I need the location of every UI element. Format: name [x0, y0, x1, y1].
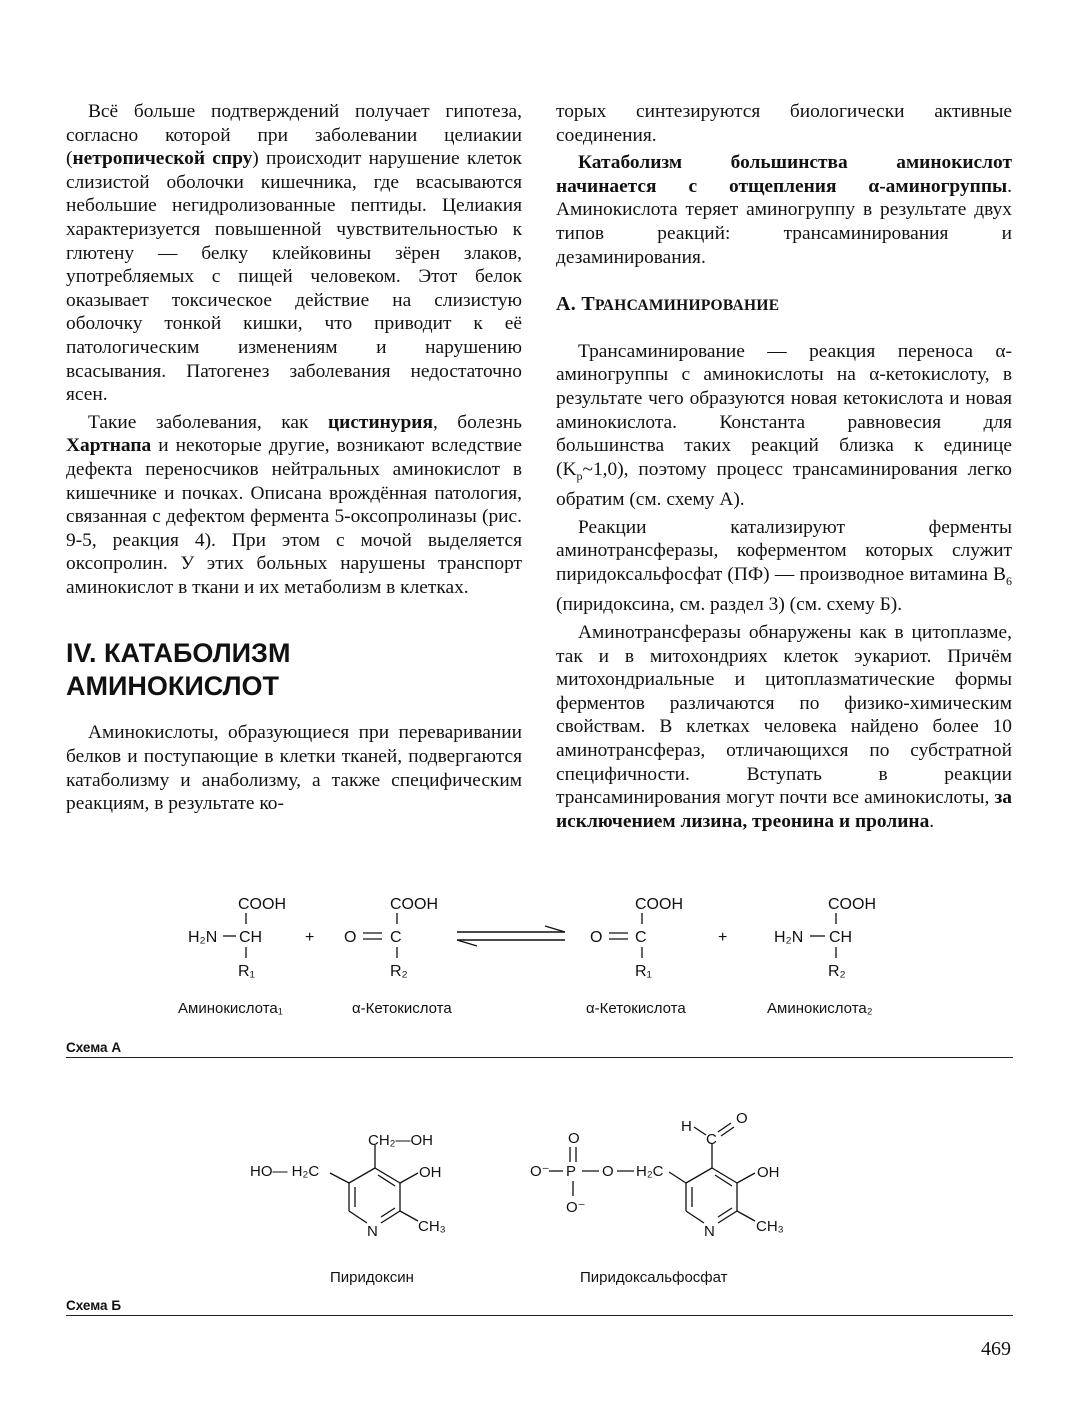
svg-text:H: H	[681, 1118, 692, 1135]
svg-text:OH: OH	[757, 1164, 780, 1181]
svg-text:C: C	[390, 929, 402, 946]
svg-text:P: P	[566, 1163, 577, 1180]
keto-acid-2-structure	[590, 896, 683, 980]
amino-acid-2-structure	[774, 896, 876, 980]
svg-text:CH₃: CH₃	[418, 1218, 446, 1235]
paragraph-localization: Аминотрансферазы обнаружены как в цитоплазме, так и в митохондриях клеток эукариот. Причём митохондриальные и цитоплазматические формы ферментов различаются по физико-химическим свойствам. В клетках человека найдено более 10 аминотрансфераз, отличающихся по субстратной специфичности. Вступать в реакции трансаминирования могут почти все аминокислоты, за исключением лизина, треонина и пролина.	[556, 622, 1012, 832]
scheme-b-diagram	[0, 1100, 1077, 1295]
svg-text:COOH: COOH	[635, 896, 683, 913]
svg-text:O⁻: O⁻	[530, 1163, 550, 1180]
svg-text:O: O	[736, 1110, 748, 1127]
svg-text:COOH: COOH	[828, 896, 876, 913]
svg-text:O: O	[602, 1163, 614, 1180]
amino-acid-1-structure	[188, 896, 286, 980]
svg-text:CH₃: CH₃	[756, 1218, 784, 1235]
paragraph-aminotransferases: Реакции катализируют ферменты аминотрансферазы, коферментом которых служит пиридоксальфосфат (ПФ) — производное витамина $B_6$ (пиридоксина, см. раздел 3) (см. схему Б).	[556, 516, 1012, 616]
equilibrium-arrows	[457, 926, 565, 946]
svg-text:CH: CH	[829, 929, 853, 946]
scheme-b-rule	[66, 1315, 1013, 1316]
svg-text:R₁: R₁	[238, 963, 255, 980]
svg-text:N: N	[704, 1223, 715, 1240]
name-pyridoxine: Пиридоксин	[330, 1269, 414, 1286]
svg-text:R₂: R₂	[390, 963, 408, 980]
svg-text:O: O	[590, 929, 603, 946]
name-pyridoxal-phosphate: Пиридоксальфосфат	[580, 1269, 728, 1286]
paragraph-catabolism-start: Катаболизм большинства аминокислот начинается с отщепления α-аминогруппы. Аминокислота теряет аминогруппу в результате двух типов реакций: трансаминирования и дезаминирования.	[556, 152, 1012, 268]
keto-acid-1-structure	[344, 896, 438, 980]
svg-text:C: C	[706, 1131, 717, 1148]
page-number: 469	[981, 1338, 1011, 1360]
svg-text:CH₂—OH: CH₂—OH	[368, 1132, 433, 1149]
scheme-a-diagram	[0, 880, 1077, 1030]
svg-text:O: O	[568, 1130, 580, 1147]
name-amino-acid-1: Аминокислота₁	[178, 1000, 283, 1017]
pyridoxal-phosphate-structure	[530, 1110, 784, 1240]
svg-text:H₂N: H₂N	[188, 929, 218, 946]
svg-text:COOH: COOH	[390, 896, 438, 913]
svg-text:O⁻: O⁻	[566, 1199, 586, 1216]
svg-text:R₁: R₁	[635, 963, 652, 980]
name-keto-acid-1: α-Кетокислота	[352, 1000, 452, 1017]
svg-text:N: N	[367, 1223, 378, 1240]
svg-text:COOH: COOH	[238, 896, 286, 913]
svg-text:O: O	[344, 929, 357, 946]
section-heading: IV. КАТАБОЛИЗМ АМИНОКИСЛОТ	[66, 638, 291, 702]
scheme-a-label: Схема А	[66, 1040, 122, 1055]
name-amino-acid-2: Аминокислота₂	[767, 1000, 873, 1017]
subsection-heading: А. ТРАНСАМИНИРОВАНИЕ	[556, 293, 780, 316]
scheme-b-label: Схема Б	[66, 1298, 122, 1313]
svg-text:H₂C: H₂C	[636, 1163, 664, 1180]
paragraph-cystinuria: Такие заболевания, как цистинурия, болезнь Хартнапа и некоторые другие, возникают вследствие дефекта переносчиков нейтральных аминокислот в кишечнике и почках. Описана врождённая патология, связанная с дефектом фермента 5-оксопролиназы (рис. 9-5, реакция 4). При этом с мочой выделяется оксопролин. У этих больных нарушены транспорт аминокислот в ткани и их метаболизм в клетках.	[66, 411, 523, 598]
plus-sign-2: +	[718, 929, 728, 946]
paragraph-transamination: Трансаминирование — реакция переноса α-аминогруппы с аминокислоты на α-кетокислоту, в результате чего образуются новая кетокислота и новая аминокислота. Константа равновесия для большинства таких реакций близка к единице $(K_р\sim 1,0)$, поэтому процесс трансаминирования легко обратим (см. схему А).	[556, 340, 1012, 511]
svg-text:HO— H₂C: HO— H₂C	[250, 1163, 320, 1180]
pyridoxine-structure	[250, 1132, 446, 1240]
paragraph-catabolism-intro: Аминокислоты, образующиеся при переваривании белков и поступающие в клетки тканей, подвергаются катаболизму и анаболизму, а также специфическим реакциям, в результате ко-	[66, 722, 522, 815]
svg-text:R₂: R₂	[828, 963, 846, 980]
svg-text:C: C	[635, 929, 647, 946]
left-column	[66, 100, 522, 820]
paragraph-celiac: Всё больше подтверждений получает гипотеза, согласно которой при заболевании целиакии (нетропической спру) происходит нарушение клеток слизистой оболочки кишечника, где всасываются небольшие негидролизованные пептиды. Целиакия характеризуется повышенной чувствительностью к глютену — белку клейковины зёрен злаков, употребляемых с пищей человеком. Этот белок оказывает токсическое действие на слизистую оболочку тонкой кишки, что приводит к её патологическим изменениям и нарушению всасывания. Патогенез заболевания недостаточно ясен.	[66, 101, 522, 406]
plus-sign-1: +	[305, 929, 315, 946]
name-keto-acid-2: α-Кетокислота	[586, 1000, 686, 1017]
scheme-a-rule	[66, 1057, 1013, 1058]
paragraph-continuation: торых синтезируются биологически активные соединения.	[556, 101, 1012, 146]
right-column	[556, 100, 1012, 837]
svg-text:H₂N: H₂N	[774, 929, 804, 946]
svg-text:CH: CH	[239, 929, 263, 946]
svg-text:OH: OH	[419, 1164, 442, 1181]
